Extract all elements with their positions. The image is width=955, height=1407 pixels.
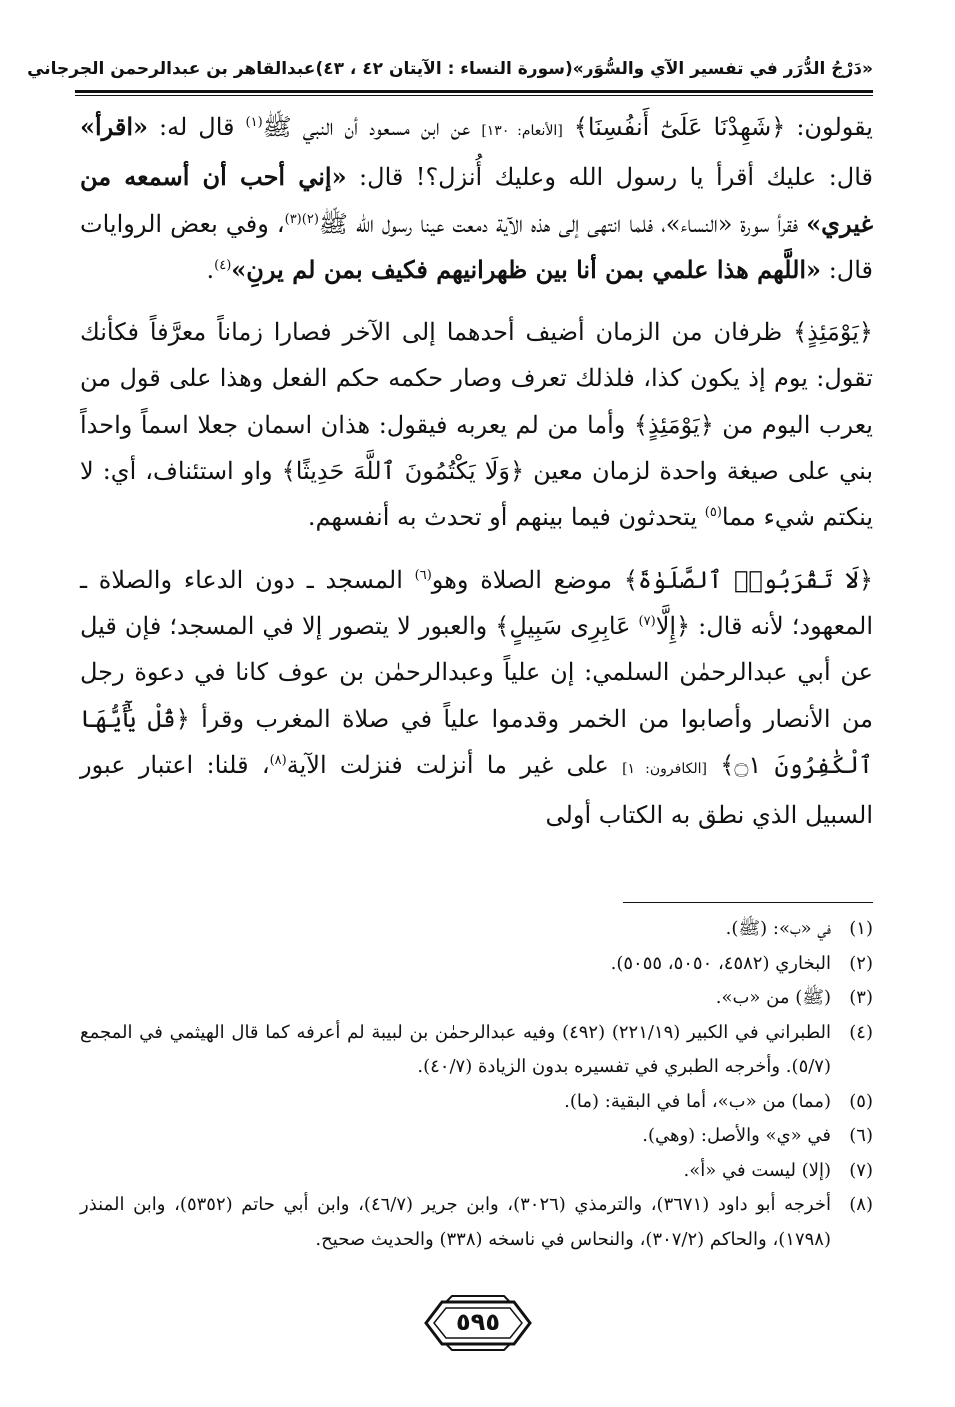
running-header — [27, 52, 873, 86]
text-run: واو استئناف، أي: لا ينكتم شيء مما — [80, 457, 873, 532]
footnote-marker[interactable]: (٤) — [214, 257, 232, 273]
footnote-marker[interactable]: (٢)(٣) — [284, 211, 319, 227]
header-rule — [75, 90, 873, 96]
footnote-marker[interactable]: (٧) — [638, 613, 656, 629]
footnote-item — [80, 912, 873, 947]
page-number: ٥٩٥ — [456, 1308, 500, 1336]
footnote-marker[interactable]: (٨) — [269, 752, 287, 768]
footnote-item — [80, 1085, 873, 1120]
author-name: عبدالقاهر بن عبدالرحمن الجرجاني — [27, 59, 316, 79]
footnote-text: أخرجه أبو داود (٣٦٧١)، والترمذي (٣٠٢٦)، وابن جرير (٤٦/٧)، وابن أبي حاتم (٥٣٥٢)، وابن المنذر (١٧٩٨)، والحاكم (٣٠٧/٢)، والنحاس في ناسخه (٣٣٨) والحديث صحيح. — [80, 1194, 831, 1250]
book-title: «دَرْجُ الدُّرَر في تفسير الآي والسُّوَر» — [572, 59, 873, 79]
quran-quote: ﴿شَهِدْنَا عَلَىٰٓ أَنفُسِنَا﴾ — [573, 113, 786, 141]
text-run: قال له: — [148, 113, 246, 141]
text-run: موضع الصلاة وهو — [431, 565, 624, 594]
footnote-number: (٤) — [849, 1021, 873, 1043]
paragraph-1 — [80, 104, 873, 293]
honorific: ﷺ — [262, 113, 292, 141]
quran-quote: ﴿قُلْ يَٰٓأَيُّهَا ٱلْكَٰفِرُونَ ۝١﴾ — [80, 704, 873, 779]
quran-quote: عَابِرِى سَبِيلٍ﴾ — [495, 611, 639, 640]
footnote-text: (ﷺ) من «ب». — [715, 987, 831, 1008]
footnote-text: الطبراني في الكبير (٢٢١/١٩) (٤٩٢) وفيه عبدالرحمٰن بن لبيبة لم أعرفه كما قال الهيثمي في المجمع (٥/٧). وأخرجه الطبري في تفسيره بدون الزيادة (٤٠/٧). — [80, 1021, 831, 1077]
footnote-marker[interactable]: (٥) — [704, 505, 722, 521]
footnote-item — [80, 1016, 873, 1085]
footnote-item — [80, 1188, 873, 1257]
hadith-quote: «اقرأ» — [80, 112, 149, 141]
footnote-number: (٦) — [849, 1125, 873, 1146]
hadith-quote: «اللَّهم هذا علمي بمن أنا بين ظهرانيهم فكيف بمن لم يرنِ» — [231, 254, 822, 284]
verse-reference: [الكافرون: ١] — [622, 760, 707, 777]
text-run: يقولون: — [785, 113, 873, 141]
text-run: عن ابن مسعود أن النبي — [291, 113, 482, 141]
paragraph-2 — [80, 309, 873, 540]
footnote-text: (مما) من «ب»، أما في البقية: (ما). — [564, 1090, 831, 1112]
footnote-item — [80, 1154, 873, 1189]
text-run: ظرفان من الزمان أضيف أحدهما إلى الآخر فصارا زماناً معرَّفاً فكأنك تقول: يوم إذ يكون كذا، فلذلك تعرف وصار حكمه حكم الفعل وهذا على قول من يعرب اليوم من — [80, 318, 873, 439]
text-run: على غير ما أنزلت فنزلت الآية — [286, 750, 623, 779]
text-run: ، قلنا: اعتبار عبور السبيل الذي نطق به الكتاب أولى — [80, 750, 873, 830]
footnote-text: في «ب»: (ﷺ). — [725, 918, 831, 939]
footnote-number: (٨) — [849, 1194, 873, 1215]
text-run: يتحدثون فيما بينهم أو تحدث به أنفسهم. — [307, 503, 705, 532]
footnote-number: (٥) — [849, 1090, 873, 1112]
text-run: ، وفي بعض الروايات قال: — [80, 209, 873, 284]
footnote-marker[interactable]: (٦) — [414, 567, 432, 583]
verse-reference: [الأنعام: ١٣٠] — [481, 123, 563, 139]
main-text — [80, 104, 873, 854]
footnote-divider — [623, 902, 873, 903]
footnote-item — [80, 981, 873, 1016]
quran-quote: ﴿يَوْمَئِذٍ﴾ — [633, 410, 714, 439]
quran-quote: ﴿يَوْمَئِذٍ﴾ — [793, 318, 873, 347]
text-run: فقرأ سورة «النساء»، فلما انتهى إلى هذه الآية دمعت عينا رسول الله — [347, 209, 807, 238]
footnote-text: (إلا) ليست في «أ». — [683, 1159, 831, 1181]
paragraph-3 — [80, 557, 873, 839]
surah-reference: (سورة النساء : الآيتان ٤٢ ، ٤٣) — [315, 59, 573, 79]
text-run: وأما من لم يعربه فيقول: هذان اسمان جعلا اسماً واحداً بني على صيغة واحدة لزمان معين — [80, 410, 874, 486]
text-run: قال: عليك أقرأ يا رسول الله وعليك أُنزل؟! قال: — [346, 163, 874, 192]
footnote-text: في «ي» والأصل: (وهي). — [642, 1125, 831, 1146]
honorific: ﷺ — [318, 209, 348, 238]
footnote-marker[interactable]: (١) — [245, 115, 263, 130]
quran-quote: ﴿إِلَّا — [655, 611, 691, 640]
footnote-number: (٣) — [849, 987, 873, 1008]
footnote-item — [80, 1119, 873, 1154]
footnote-number: (٧) — [849, 1159, 873, 1181]
hadith-quote: «إني أحب أن أسمعه من غيري» — [80, 162, 873, 238]
text-run: والعبور لا يتصور إلا في المسجد؛ فإن قيل عن أبي عبدالرحمٰن السلمي: إن علياً وعبدالرحمٰن بن عوف كانا في دعوة رجل من الأنصار وأصابوا من الخمر وقدموا علياً في صلاة المغرب وقرأ — [80, 611, 873, 733]
footnote-item — [80, 947, 873, 982]
footnotes — [80, 912, 873, 1257]
footnote-number: (٢) — [849, 952, 873, 974]
quran-quote: ﴿وَلَا يَكْتُمُونَ ٱللَّهَ حَدِيثًا﴾ — [281, 457, 525, 486]
footnote-number: (١) — [849, 918, 873, 939]
footnote-text: البخاري (٤٥٨٢، ٥٠٥٠، ٥٠٥٥). — [610, 952, 831, 974]
text-run: . — [206, 255, 215, 284]
text-run: المسجد ـ دون الدعاء والصلاة ـ المعهود؛ لأنه قال: — [80, 565, 874, 640]
quran-quote: ﴿لَا تَقْرَبُوا۟ ٱلصَّلَوٰةَ﴾ — [623, 565, 874, 594]
